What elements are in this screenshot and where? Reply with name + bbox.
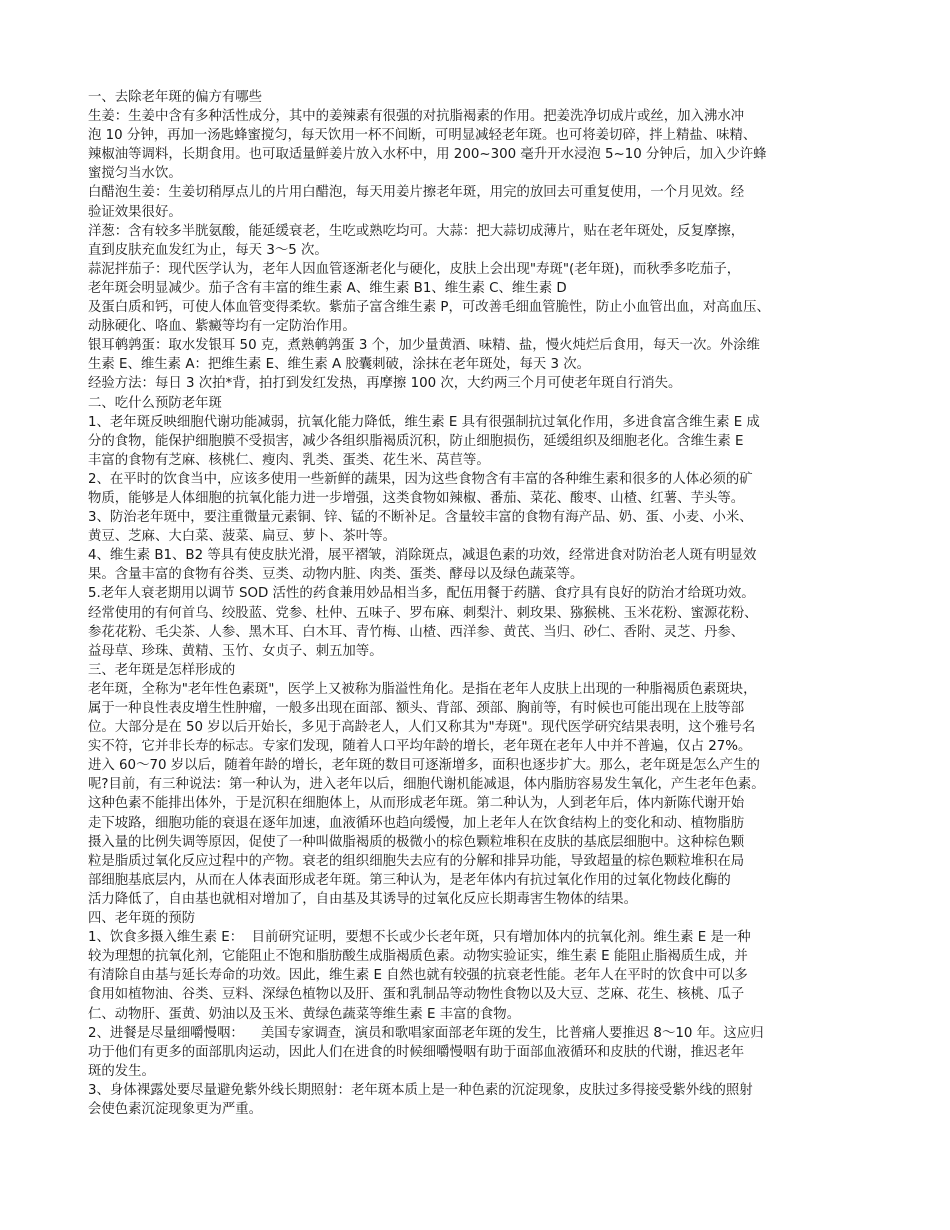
text-line: 分的食物，能保护细胞膜不受损害，减少各组织脂褐质沉积，防止细胞损伤，延缓组织及细胞老化。含维生素 E (88, 433, 744, 449)
text-line: 验证效果很好。 (88, 204, 182, 220)
text-line: 老年斑会明显减少。茄子含有丰富的维生素 A、维生素 B1、维生素 C、维生素 D (88, 280, 567, 296)
text-line: 参花花粉、毛尖茶、人参、黑木耳、白木耳、青竹梅、山楂、西洋参、黄芪、当归、砂仁、香附、灵芝、丹参、 (88, 624, 745, 640)
text-line: 经验方法：每日 3 次拍*背，拍打到发红发热，再摩擦 100 次，大约两三个月可使老年斑自行消失。 (88, 376, 682, 392)
text-line: 黄豆、芝麻、大白菜、菠菜、扁豆、萝卜、茶叶等。 (88, 529, 396, 545)
text-line: 属于一种良性表皮增生性肿瘤，一般多出现在面部、额头、背部、颈部、胸前等，有时候也可能出现在上肢等部 (88, 701, 745, 716)
text-line: 3、防治老年斑中，要注重微量元素铜、锌、锰的不断补足。含量较丰富的食物有海产品、奶、蛋、小麦、小米、 (88, 510, 753, 526)
section-heading-4: 1、饮食多摄入维生素 E： 目前研究证明，要想不长或少长老年斑，只有增加体内的抗氧化剂。维生素 E 是一种 (88, 930, 751, 946)
text-line: 生姜：生姜中含有多种活性成分，其中的姜辣素有很强的对抗脂褐素的作用。把姜洗净切成片或丝，加入沸水冲 (88, 109, 745, 125)
text-line: 老年斑，全称为"老年性色素斑"，医学上又被称为脂溢性角化。是指在老年人皮肤上出现的一种脂褐质色素斑块， (88, 681, 757, 697)
text-line: 直到皮肤充血发红为止，每天 3～5 次。 (88, 242, 328, 258)
text-line: 果。含量丰富的食物有谷类、豆类、动物内脏、肉类、蛋类、酵母以及绿色蔬菜等。 (88, 567, 584, 583)
text-line: 经常使用的有何首乌、绞股蓝、党参、杜仲、五味子、罗布麻、刺梨汁、刺玫果、猕猴桃、玉米花粉、蜜源花粉、 (88, 605, 758, 621)
text-line: 3、身体裸露处要尽量避免紫外线长期照射：老年斑本质上是一种色素的沉淀现象，皮肤过多得接受紫外线的照射 (88, 1082, 753, 1098)
text-line: 这种色素不能排出体外，于是沉积在细胞体上，从而形成老年斑。第二种认为，人到老年后，体内新陈代谢开始 (88, 796, 745, 812)
text-line: 粒是脂质过氧化反应过程中的产物。衰老的组织细胞失去应有的分解和排异功能，导致超量的棕色颗粒堆积在局 (88, 853, 745, 869)
text-line: 进入 60～70 岁以后，随着年龄的增长，老年斑的数目可逐渐增多，面积也逐步扩大。那么，老年斑是怎么产生的 (88, 758, 760, 774)
text-line: 2、进餐是尽量细嚼慢咽： 美国专家调查，演员和歌唱家面部老年斑的发生，比普痛人要推迟 8～10 年。这应归 (88, 1025, 764, 1041)
text-line: 蜜搅匀当水饮。 (88, 166, 182, 182)
text-line: 部细胞基底层内，从而在人体表面形成老年斑。第三种认为，是老年体内有抗过氧化作用的过氧化物歧化酶的 (88, 872, 731, 888)
section-heading-1: 一、去除老年斑的偏方有哪些 (88, 90, 263, 105)
text-line: 银耳鹌鹑蛋：取水发银耳 50 克，煮熟鹌鹑蛋 3 个，加少量黄酒、味精、盐，慢火炖烂后食用，每天一次。外涂维 (88, 338, 760, 354)
text-line: 呢?目前，有三种说法：第一种认为，进入老年以后，细胞代谢机能减退，体内脂肪容易发生氧化，产生老年色素。 (88, 777, 765, 793)
section-heading-2: 二、吃什么预防老年斑 (88, 395, 222, 411)
text-line: 会使色素沉淀现象更为严重。 (88, 1101, 263, 1117)
text-line: 四、老年斑的预防 (88, 911, 196, 927)
text-line: 2、在平时的饮食当中，应该多使用一些新鲜的蔬果，因为这些食物含有丰富的各种维生素和很多的人体必须的矿 (88, 471, 753, 487)
text-line: 较为理想的抗氧化剂，它能阻止不饱和脂肪酸生成脂褐质色素。动物实验证实，维生素 E 能阻止脂褐质生成，并 (88, 949, 748, 965)
text-line: 1、老年斑反映细胞代谢功能减弱，抗氧化能力降低，维生素 E 具有很强制抗过氧化作用，多进食富含维生素 E 成 (88, 414, 760, 430)
text-line: 仁、动物肝、蛋黄、奶油以及玉米、黄绿色蔬菜等维生素 E 丰富的食物。 (88, 1006, 521, 1022)
text-line: 4、维生素 B1、B2 等具有使皮肤光滑，展平褶皱，消除斑点，减退色素的功效，经常进食对防治老人斑有明显效 (88, 548, 757, 564)
text-line: 物质，能够是人体细胞的抗氧化能力进一步增强，这类食物如辣椒、番茄、菜花、酸枣、山楂、红薯、芋头等。 (88, 490, 745, 506)
text-line: 泡 10 分钟，再加一汤匙蜂蜜搅匀，每天饮用一杯不间断，可明显减轻老年斑。也可将姜切碎，拌上精盐、味精、 (88, 128, 757, 144)
text-line: 活力降低了，自由基也就相对增加了，自由基及其诱导的过氧化反应长期毒害生物体的结果。 (88, 891, 638, 907)
document-body (88, 88, 862, 1119)
section-heading-3: 三、老年斑是怎样形成的 (88, 662, 236, 678)
text-line: 益母草、珍珠、黄精、玉竹、女贞子、刺五加等。 (88, 643, 383, 659)
text-line: 位。大部分是在 50 岁以后开始长，多见于高龄老人，人们又称其为"寿斑"。现代医学研究结果表明，这个雅号名 (88, 720, 756, 736)
text-line: 走下坡路，细胞功能的衰退在逐年加速，血液循环也趋向缓慢，加上老年人在饮食结构上的变化和动、植物脂肪 (88, 815, 745, 831)
text-line: 斑的发生。 (88, 1063, 155, 1079)
text-line: 辣椒油等调料，长期食用。也可取适量鲜姜片放入水杯中，用 200~300 毫升开水浸泡 5~10 分钟后，加入少许蜂 (88, 147, 767, 163)
text-line: 实不符，它并非长寿的标志。专家们发现，随着人口平均年龄的增长，老年斑在老年人中并不普遍，仅占 27%。 (88, 739, 752, 755)
text-line: 功于他们有更多的面部肌肉运动，因此人们在进食的时候细嚼慢咽有助于面部血液循环和皮肤的代谢，推迟老年 (88, 1044, 745, 1060)
text-line: 洋葱：含有较多半胱氨酸，能延缓衰老，生吃或熟吃均可。大蒜：把大蒜切成薄片，贴在老年斑处，反复摩擦， (88, 223, 745, 239)
text-line: 动脉硬化、咯血、紫癜等均有一定防治作用。 (88, 319, 356, 335)
text-line: 摄入量的比例失调等原因，促使了一种叫做脂褐质的极微小的棕色颗粒堆积在皮肤的基底层细胞中。这种棕色颗 (88, 834, 745, 850)
text-line: 生素 E、维生素 A：把维生素 E、维生素 A 胶囊刺破，涂抹在老年斑处，每天 3 次。 (88, 357, 591, 373)
text-line: 蒜泥拌茄子：现代医学认为，老年人因血管逐渐老化与硬化，皮肤上会出现"寿斑"(老年斑)，而秋季多吃茄子， (88, 261, 741, 277)
text-line: 食用如植物油、谷类、豆料、深绿色植物以及肝、蛋和乳制品等动物性食物以及大豆、芝麻、花生、核桃、瓜子 (88, 987, 745, 1003)
text-line: 5.老年人衰老期用以调节 SOD 活性的药食兼用妙品相当多，配伍用餐于药膳、食疗具有良好的防治才给斑功效。 (88, 586, 755, 602)
text-line: 及蛋白质和钙，可使人体血管变得柔软。紫茄子富含维生素 P，可改善毛细血管脆性，防止小血管出血，对高血压、 (88, 300, 770, 316)
text-line: 有清除自由基与延长寿命的功效。因此，维生素 E 自然也就有较强的抗衰老性能。老年人在平时的饮食中可以多 (88, 968, 748, 984)
text-line: 丰富的食物有芝麻、核桃仁、瘦肉、乳类、蛋类、花生米、莴苣等。 (88, 452, 490, 468)
text-line: 白醋泡生姜：生姜切稍厚点儿的片用白醋泡，每天用姜片擦老年斑，用完的放回去可重复使用，一个月见效。经 (88, 185, 745, 201)
